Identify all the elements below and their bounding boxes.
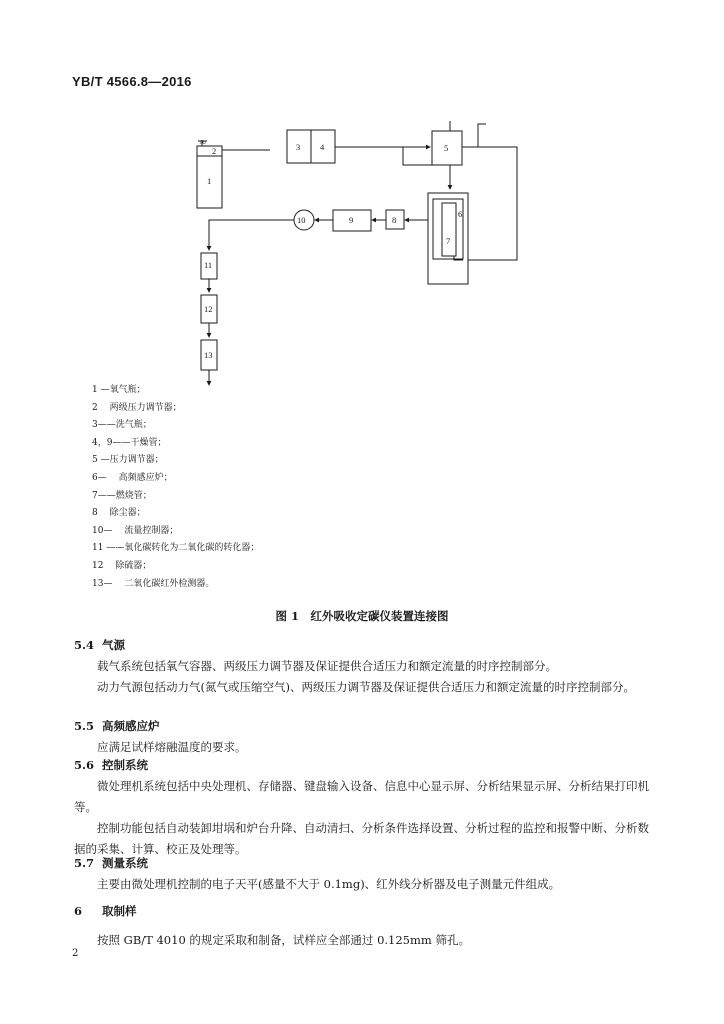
legend-item: 3——洗气瓶； xyxy=(92,420,152,431)
paragraph: 应满足试样熔融温度的要求。 xyxy=(97,740,247,754)
label-9: 9 xyxy=(349,215,354,225)
section-title: 控制系统 xyxy=(102,758,148,772)
paragraph: 载气系统包括氧气容器、两级压力调节器及保证提供合适压力和额定流量的时序控制部分。 xyxy=(97,659,557,673)
page-number: 2 xyxy=(72,948,79,959)
legend-item: 13— 二氧化碳红外检测器。 xyxy=(92,578,215,589)
legend-item: 12 除硫器； xyxy=(92,560,152,571)
label-5: 5 xyxy=(444,143,449,153)
legend-item: 2 两级压力调节器； xyxy=(92,402,182,413)
oo-mark: ∞ xyxy=(200,137,207,147)
label-10: 10 xyxy=(297,215,306,225)
furnace-inner-box xyxy=(433,199,463,259)
section-number: 5.6 xyxy=(74,758,95,772)
section-title: 测量系统 xyxy=(102,856,148,870)
section-number: 5.7 xyxy=(74,856,95,870)
label-3: 3 xyxy=(296,142,301,152)
label-13: 13 xyxy=(204,350,213,360)
paragraph: 控制功能包括自动装卸坩埚和炉台升降、自动清扫、分析条件选择设置、分析过程的监控和报警中断、分析数据的采集、计算、校正及处理等。 xyxy=(74,821,649,856)
section-title: 气源 xyxy=(102,638,125,652)
two-stage-regulator-box xyxy=(197,146,222,156)
legend-item: 6— 高频感应炉； xyxy=(92,472,173,483)
paragraph: 按照 GB/T 4010 的规定采取和制备，试样应全部通过 0.125mm 筛孔。 xyxy=(97,933,470,947)
combustion-tube-box xyxy=(442,203,456,256)
label-8: 8 xyxy=(392,215,397,225)
legend-item: 4，9——干燥管； xyxy=(92,437,167,448)
label-1: 1 xyxy=(207,176,212,186)
section-heading-5-4 xyxy=(74,637,125,653)
paragraph: 动力气源包括动力气(氮气或压缩空气)、两级压力调节器及保证提供合适压力和额定流量的时序控制部分。 xyxy=(97,680,635,694)
legend-item: 5 —压力调节器； xyxy=(92,455,164,466)
section-heading-5-7 xyxy=(74,855,148,871)
section-number: 5.4 xyxy=(74,638,95,652)
section-number: 5.5 xyxy=(74,719,95,733)
label-12: 12 xyxy=(204,304,213,314)
legend-item: 11 ——氧化碳转化为二氧化碳的转化器； xyxy=(92,543,260,554)
legend-item: 7——燃烧管； xyxy=(92,490,152,501)
legend-item: 10— 流量控制器； xyxy=(92,525,179,536)
paragraph: 微处理机系统包括中央处理机、存储器、键盘输入设备、信息中心显示屏、分析结果显示屏、分析结果打印机等。 xyxy=(74,779,649,814)
paragraph: 主要由微处理机控制的电子天平(感量不大于 0.1mg)、红外线分析器及电子测量元件组成。 xyxy=(97,877,561,891)
standard-number: YB/T 4566.8—2016 xyxy=(72,74,192,89)
section-title: 高频感应炉 xyxy=(102,719,160,733)
figure-caption: 图 1 红外吸收定碳仪装置连接图 xyxy=(275,609,449,623)
label-6: 6 xyxy=(458,209,463,219)
legend-item: 8 除尘器； xyxy=(92,508,146,519)
label-2: 2 xyxy=(212,146,217,156)
label-11: 11 xyxy=(204,260,213,270)
section-title: 取制样 xyxy=(102,904,137,918)
section-heading-5-6 xyxy=(74,757,148,773)
section-heading-6 xyxy=(74,903,137,919)
section-heading-5-5 xyxy=(74,718,160,734)
section-number: 6 xyxy=(74,904,83,918)
figure-legend xyxy=(92,382,259,593)
label-7: 7 xyxy=(446,236,451,246)
label-4: 4 xyxy=(320,142,325,152)
legend-item: 1 —氧气瓶； xyxy=(92,385,146,395)
apparatus-diagram xyxy=(0,110,724,390)
